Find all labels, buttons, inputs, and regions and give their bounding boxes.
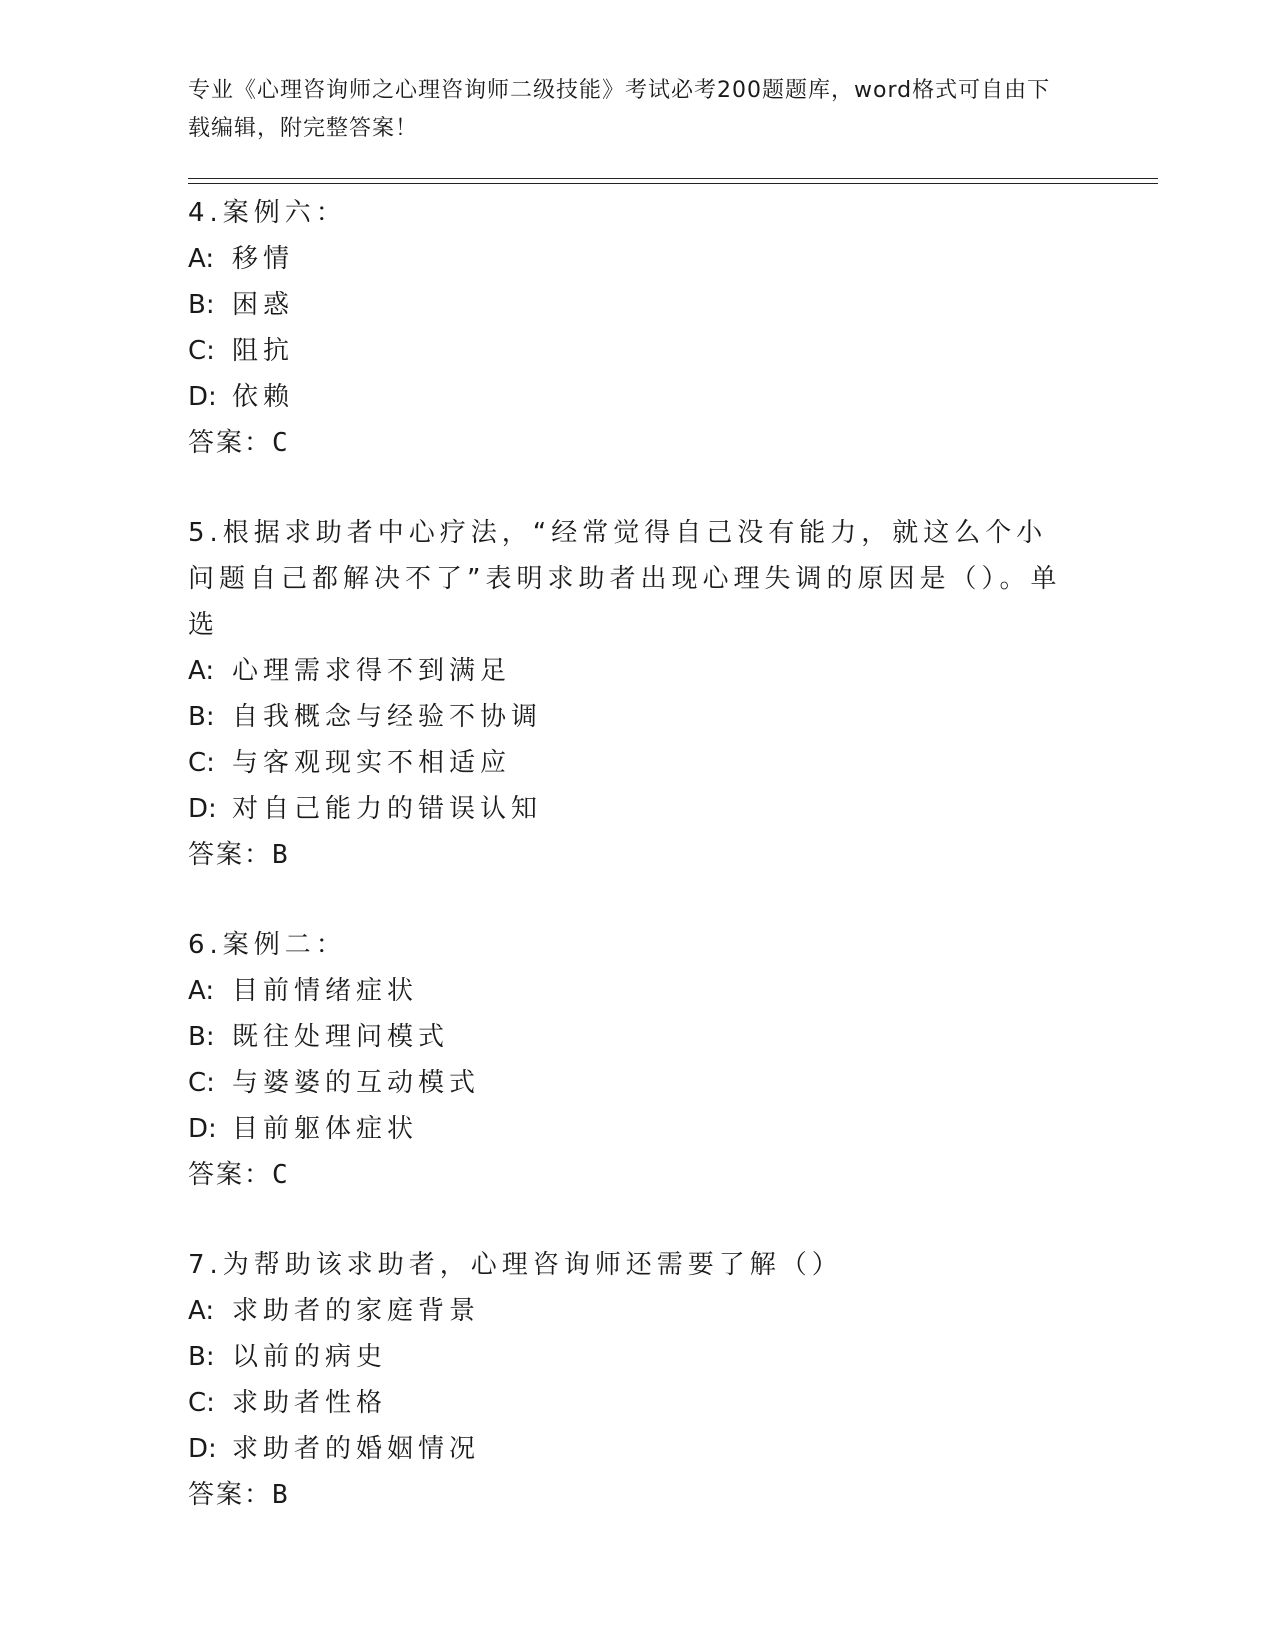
option-letter: D:: [188, 794, 217, 824]
option-b: [188, 694, 1088, 740]
question-6: [188, 922, 1088, 1198]
option-letter: D:: [188, 382, 217, 412]
option-b: [188, 282, 1088, 328]
answer-line: [188, 420, 1088, 466]
option-a: [188, 1288, 1088, 1334]
answer-value: B: [272, 1480, 288, 1510]
option-a: [188, 236, 1088, 282]
option-text: 依赖: [232, 382, 295, 412]
option-text: 对自己能力的错误认知: [232, 794, 543, 824]
option-text: 困惑: [232, 290, 295, 320]
answer-value: C: [272, 1160, 288, 1190]
option-b: [188, 1014, 1088, 1060]
answer-line: [188, 1152, 1088, 1198]
option-text: 移情: [232, 244, 295, 274]
option-c: [188, 1060, 1088, 1106]
option-letter: A:: [188, 656, 215, 686]
option-text: 求助者性格: [232, 1388, 388, 1418]
answer-label: 答案：: [188, 428, 273, 458]
header-divider-bottom: [188, 183, 1158, 184]
option-b: [188, 1334, 1088, 1380]
option-text: 与婆婆的互动模式: [232, 1068, 481, 1098]
option-letter: D:: [188, 1114, 217, 1144]
option-text: 目前躯体症状: [232, 1114, 419, 1144]
option-text: 目前情绪症状: [232, 976, 419, 1006]
option-text: 既往处理问模式: [232, 1022, 450, 1052]
answer-line: [188, 1472, 1088, 1518]
option-letter: A:: [188, 244, 215, 274]
question-list: [188, 190, 1088, 1562]
option-d: [188, 1426, 1088, 1472]
answer-label: 答案：: [188, 840, 273, 870]
question-5: [188, 510, 1088, 878]
option-letter: B:: [188, 702, 215, 732]
option-letter: C:: [188, 748, 215, 778]
question-text: 4.案例六：: [188, 198, 347, 228]
question-text: 6.案例二：: [188, 930, 347, 960]
option-letter: C:: [188, 1068, 215, 1098]
option-text: 求助者的婚姻情况: [232, 1434, 481, 1464]
option-letter: A:: [188, 976, 215, 1006]
answer-line: [188, 832, 1088, 878]
option-text: 与客观现实不相适应: [232, 748, 512, 778]
option-letter: C:: [188, 336, 215, 366]
question-text: 7.为帮助该求助者，心理咨询师还需要了解（）: [188, 1250, 843, 1280]
option-text: 以前的病史: [232, 1342, 388, 1372]
option-letter: B:: [188, 1342, 215, 1372]
answer-value: B: [272, 840, 288, 870]
option-c: [188, 328, 1088, 374]
question-7: [188, 1242, 1088, 1518]
option-letter: A:: [188, 1296, 215, 1326]
document-header: 专业《心理咨询师之心理咨询师二级技能》考试必考200题题库，word格式可自由下载编辑，附完整答案！: [188, 78, 1051, 141]
option-letter: B:: [188, 290, 215, 320]
option-letter: D:: [188, 1434, 217, 1464]
header-divider-top: [188, 178, 1158, 179]
option-d: [188, 786, 1088, 832]
option-text: 自我概念与经验不协调: [232, 702, 543, 732]
answer-value: C: [272, 428, 288, 458]
option-a: [188, 968, 1088, 1014]
option-d: [188, 374, 1088, 420]
option-text: 求助者的家庭背景: [232, 1296, 481, 1326]
question-text: 5.根据求助者中心疗法，“经常觉得自己没有能力，就这么个小问题自己都解决不了”表明求助者出现心理失调的原因是（）。单选: [188, 518, 1062, 640]
question-4: [188, 190, 1088, 466]
option-c: [188, 1380, 1088, 1426]
answer-label: 答案：: [188, 1480, 273, 1510]
option-text: 阻抗: [232, 336, 295, 366]
option-letter: B:: [188, 1022, 215, 1052]
option-a: [188, 648, 1088, 694]
option-letter: C:: [188, 1388, 215, 1418]
option-c: [188, 740, 1088, 786]
answer-label: 答案：: [188, 1160, 273, 1190]
option-d: [188, 1106, 1088, 1152]
option-text: 心理需求得不到满足: [232, 656, 512, 686]
